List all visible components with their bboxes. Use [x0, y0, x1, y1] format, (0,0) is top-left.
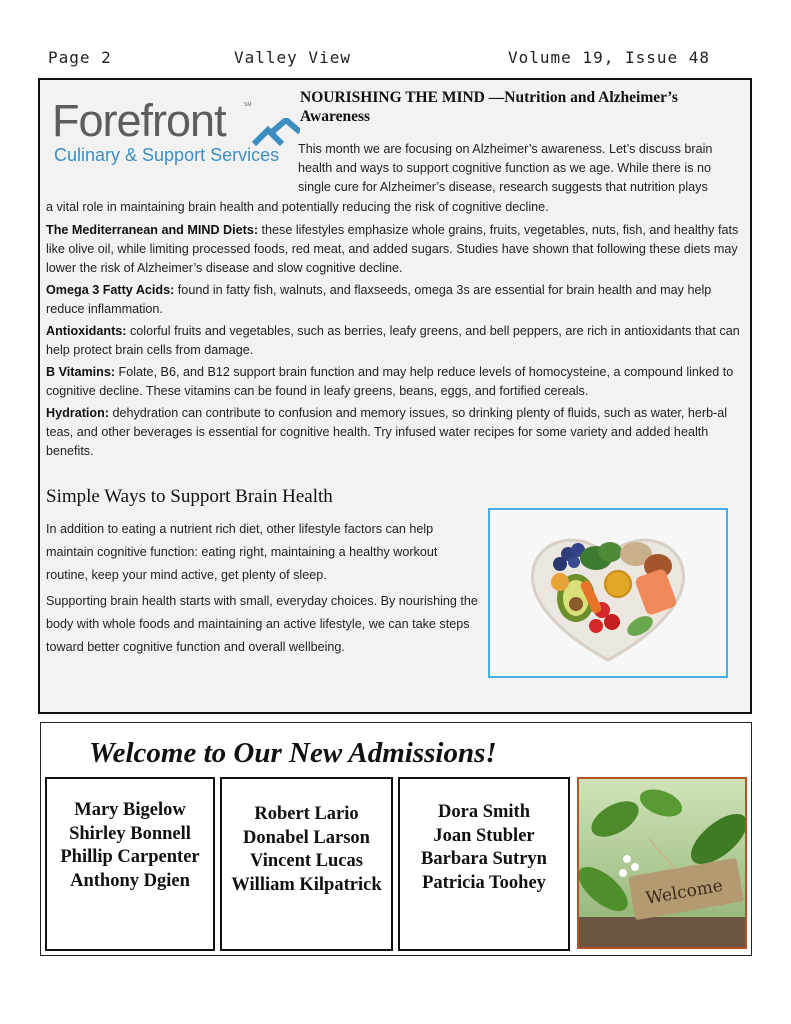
sign-text: Welcome [644, 875, 725, 909]
resident-name: Shirley Bonnell [69, 823, 191, 844]
nutrient-item [46, 221, 744, 278]
section-heading: Simple Ways to Support Brain Health [46, 486, 333, 507]
resident-name: Dora Smith [438, 802, 530, 822]
new-admissions-section [40, 722, 752, 956]
nutrient-term: B Vitamins: [46, 365, 116, 379]
nutrient-text: dehydration can contribute to confusion and memory issues, so drinking plenty of fluids, such as water, herb-al teas, and other beverages is essential for cognitive health. Try infused water recipes for some variety and added health benefits. [46, 406, 728, 458]
article-title: NOURISHING THE MIND —Nutrition and Alzheimer’s Awareness [300, 89, 678, 125]
logo-subtitle: Culinary & Support Services [54, 145, 280, 165]
nutrient-term: Omega 3 Fatty Acids: [46, 283, 175, 297]
brain-health-tips [46, 518, 482, 662]
resident-name: Vincent Lucas [250, 851, 363, 871]
tips-paragraph: In addition to eating a nutrient rich diet, other lifestyle factors can help maintain cognitive function: eating right, maintaining a healthy workout routine, keep your mind active, get plenty of sleep. [46, 522, 438, 582]
nutrient-text: found in fatty fish, walnuts, and flaxseeds, omega 3s are essential for brain health and may help reduce inflammation. [46, 283, 712, 316]
names-column-3 [398, 777, 570, 951]
resident-name: Barbara Sutryn [421, 849, 547, 869]
resident-name: Anthony Dgien [70, 870, 190, 891]
nutrient-item [46, 363, 744, 401]
newsletter-title: Valley View [234, 48, 351, 67]
resident-name: Phillip Carpenter [60, 847, 200, 867]
nutrient-item [46, 322, 744, 360]
intro-continuation: a vital role in maintaining brain health and potentially reducing the risk of cognitive decline. [46, 200, 549, 214]
welcome-sign-illustration [579, 779, 745, 947]
nutrient-text: these lifestyles emphasize whole grains, fruits, vegetables, nuts, fish, and healthy fats like olive oil, while limiting processed foods, red meat, and added sugars. Studies have shown that following these diets may lower the risk of Alzheimer’s disease and slow cognitive decline. [46, 223, 739, 275]
nutrient-term: The Mediterranean and MIND Diets: [46, 223, 259, 237]
nutrient-term: Antioxidants: [46, 324, 127, 338]
names-column-1 [45, 777, 215, 951]
logo-wordmark: Forefront [52, 95, 226, 146]
tips-paragraph: Supporting brain health starts with small, everyday choices. By nourishing the body with whole foods and maintaining an active lifestyle, we can take steps toward better cognitive function and overall wellbeing. [46, 594, 478, 654]
admissions-heading: Welcome to Our New Admissions! [89, 737, 497, 769]
heart-food-image [488, 508, 728, 678]
nutrient-text: Folate, B6, and B12 support brain function and may help reduce levels of homocysteine, a compound linked to cognitive decline. These vitamins can be found in leafy greens, beans, eggs, and fortified cereals. [46, 365, 734, 398]
article-intro: This month we are focusing on Alzheimer’s awareness. Let’s discuss brain health and ways to support cognitive function as we age. While there is no single cure for Alzheimer’s disease, research suggests that nutrition plays [298, 142, 713, 194]
resident-name: Joan Stubler [433, 825, 535, 846]
logo-trademark: SM [244, 102, 252, 108]
nutrient-term: Hydration: [46, 406, 109, 420]
nutrient-item [46, 281, 744, 319]
nutrition-article-panel [38, 78, 752, 714]
resident-name: Patricia Toohey [422, 872, 546, 893]
welcome-sign-image [577, 777, 747, 949]
resident-name: Robert Lario [254, 804, 359, 824]
resident-name: William Kilpatrick [231, 874, 382, 895]
nutrient-item [46, 404, 744, 461]
heart-bowl-illustration [490, 510, 726, 676]
names-column-2 [220, 777, 393, 951]
nutrient-text: colorful fruits and vegetables, such as berries, leafy greens, and bell peppers, are rich in antioxidants that can help protect brain cells from damage. [46, 324, 740, 357]
article-body [46, 198, 744, 464]
resident-name: Mary Bigelow [74, 800, 186, 820]
resident-name: Donabel Larson [243, 827, 370, 848]
issue-label: Volume 19, Issue 48 [508, 48, 711, 67]
chevron-logo-icon [252, 118, 300, 146]
page-number: Page 2 [48, 48, 112, 67]
forefront-logo [52, 96, 288, 166]
